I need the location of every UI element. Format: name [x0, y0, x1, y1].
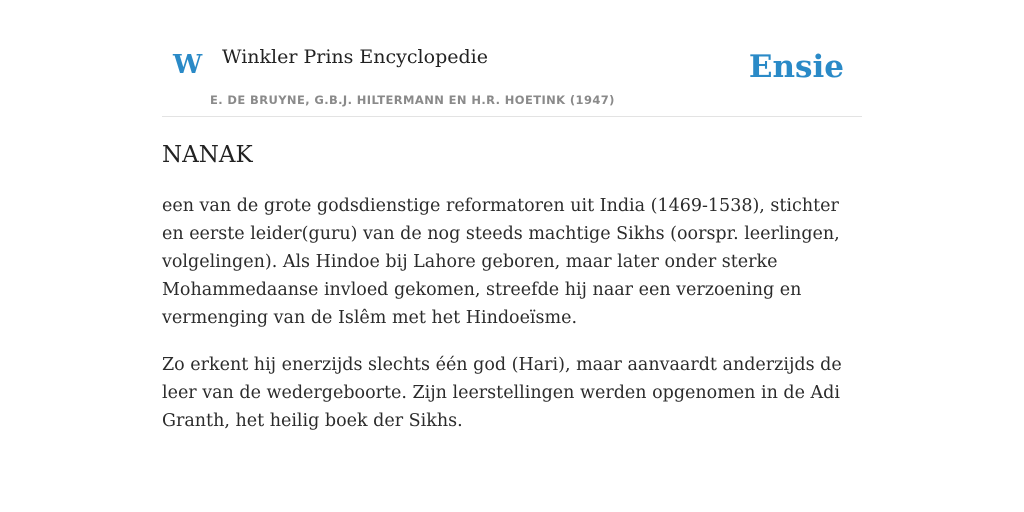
encyclopedia-logo[interactable]: W — [173, 50, 203, 80]
article-content — [162, 138, 862, 435]
ensie-logo[interactable]: Ensie — [748, 49, 844, 85]
article-paragraph: een van de grote godsdienstige reformatoren uit India (1469-1538), stichter en eerste leider(guru) van de nog steeds machtige Sikhs (oorspr. leerlingen, volgelingen). Als Hindoe bij Lahore geboren, maar later onder sterke Mohammedaanse invloed gekomen, streefde hij naar een verzoening en vermenging van de Islêm met het Hindoeïsme. — [162, 196, 840, 328]
encyclopedia-title[interactable]: Winkler Prins Encyclopedie — [222, 46, 488, 68]
source-header — [162, 0, 862, 117]
article-paragraph: Zo erkent hij enerzijds slechts één god (Hari), maar aanvaardt anderzijds de leer van de wedergeboorte. Zijn leerstellingen werden opgenomen in de Adi Granth, het heilig boek der Sikhs. — [162, 355, 842, 431]
article-title: NANAK — [162, 142, 253, 168]
authors-line: E. DE BRUYNE, G.B.J. HILTERMANN EN H.R. HOETINK (1947) — [210, 93, 615, 107]
